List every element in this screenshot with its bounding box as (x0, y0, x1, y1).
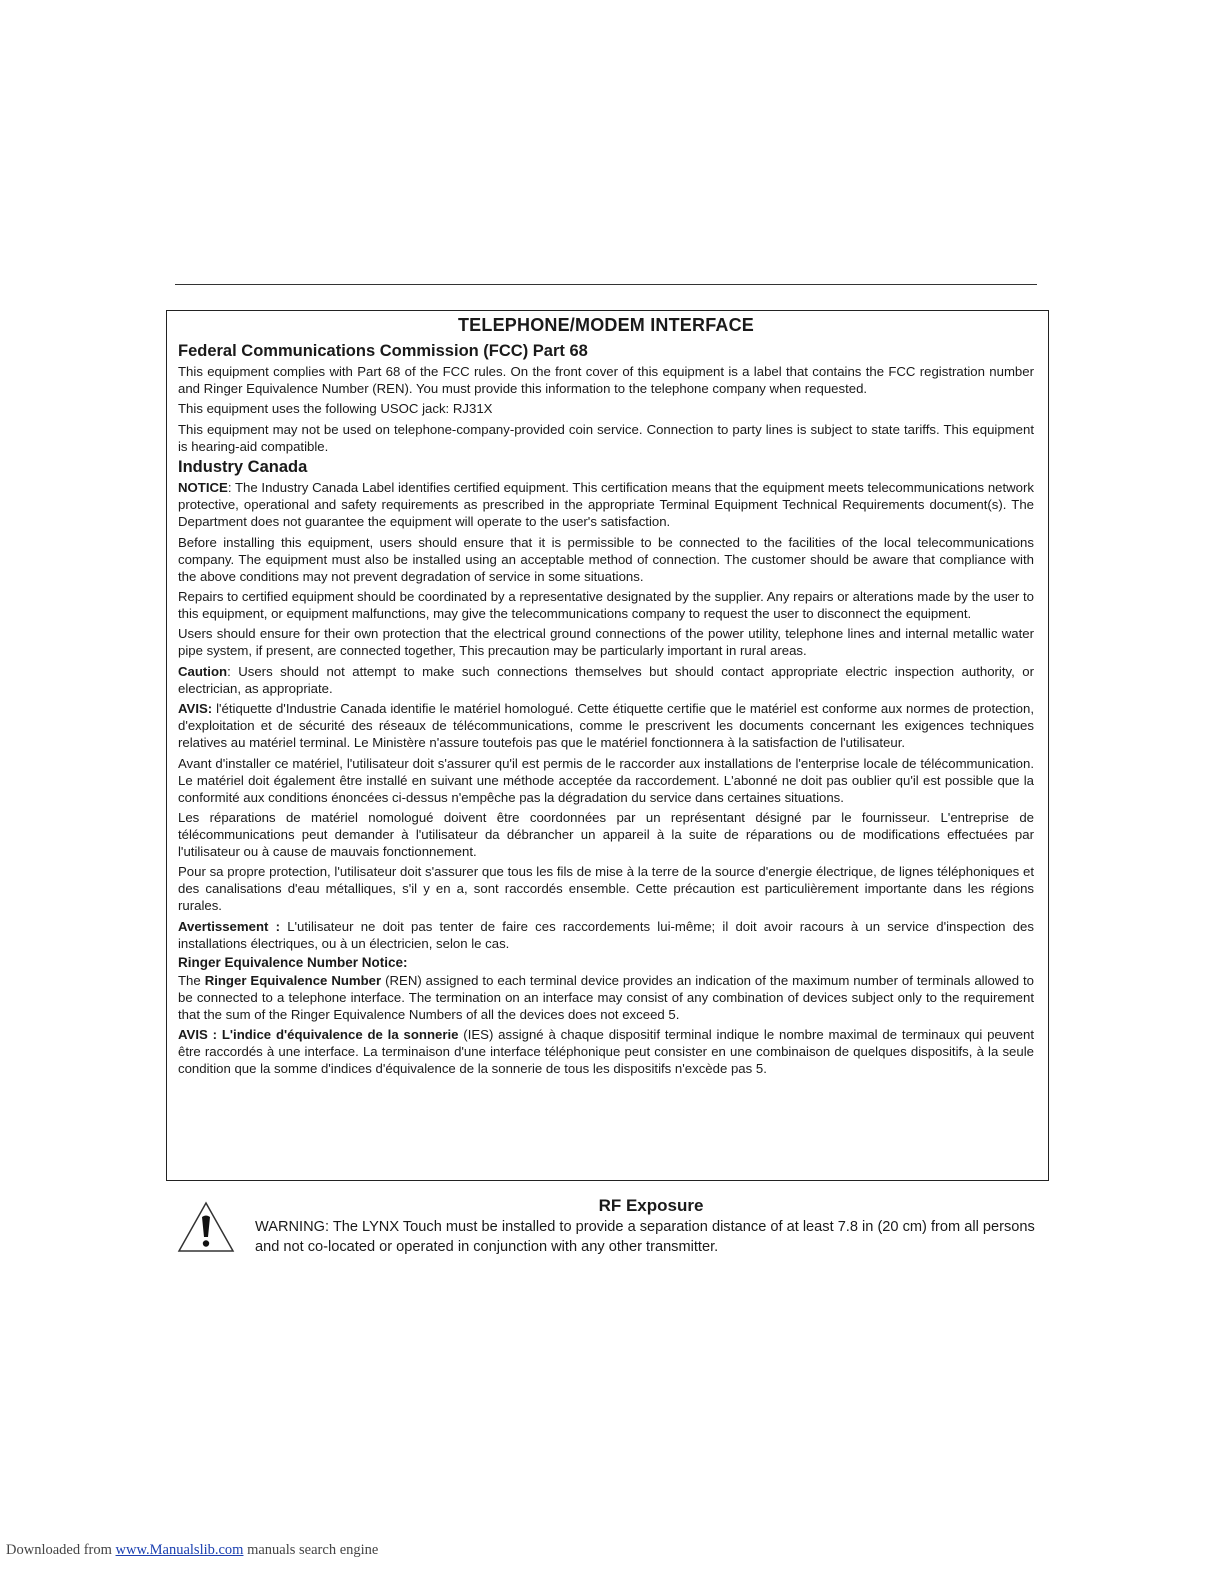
telephone-modem-interface-box (166, 310, 1049, 1181)
top-divider (175, 284, 1037, 285)
ic-notice-paragraph (178, 479, 1034, 530)
caution-text: : Users should not attempt to make such connections themselves but should contact appropriate electric inspection authority, or electrician, as appropriate. (178, 663, 1034, 696)
avis-text: l'étiquette d'Industrie Canada identifie le matériel homologué. Cette étiquette certifie que le matériel est conforme aux normes de protection, d'exploitation et de sécurité des réseaux de télécommunications, comme le prescrivent les documents concernant les exigences techniques relatives au matériel terminal. Le Ministère n'assure toutefois pas que le matériel fonctionnera à la satisfaction de l'utilisateur. (178, 701, 1034, 751)
ren-term: Ringer Equivalence Number (204, 973, 382, 989)
rf-exposure-title: RF Exposure (598, 1196, 704, 1215)
fcc-paragraph-2: This equipment uses the following USOC jack: RJ31X (178, 401, 493, 417)
footer-suffix: manuals search engine (243, 1542, 379, 1558)
rf-exposure-warning-text: WARNING: The LYNX Touch must be installed to provide a separation distance of at least 7.8 in (20 cm) from all persons and not co-located or operated in conjunction with any other transmitter. (255, 1219, 1035, 1255)
ren-paragraph-1 (178, 972, 1034, 1023)
ic-avant-paragraph: Avant d'installer ce matériel, l'utilisateur doit s'assurer qu'il est permis de le raccorder aux installations de l'enterprise locale de télécommunication. Le matériel doit également être installé en suivant une méthode acceptée da raccordement. L'abonné ne doit pas oublier qu'il est possible que la conformité aux conditions énoncées ci-dessus n'empêche pas la dégradation du service dans certaines situations. (178, 755, 1034, 805)
avis-label: AVIS: (178, 701, 213, 717)
footer-prefix: Downloaded from (6, 1542, 116, 1558)
ic-reparations-paragraph: Les réparations de matériel nomologué doivent être coordonnées par un représentant désigné par le fournisseur. L'entreprise de télécommunications peut demander à l'utilisateur da débrancher un appareil à la suite de réparations ou de modifications effectuées par l'utilisateur ou à cause de mauvais fonctionnement. (178, 809, 1034, 859)
notice-label: NOTICE (178, 480, 228, 496)
notice-text: : The Industry Canada Label identifies certified equipment. This certification means that the equipment meets telecommunications network protective, operational and safety requirements as prescribed in the appropriate Terminal Equipment Technical Requirements document(s). The Department does not guarantee the equipment will operate to the user's satisfaction. (178, 480, 1034, 530)
ren-paragraph-2 (178, 1026, 1034, 1077)
ic-repairs-paragraph: Repairs to certified equipment should be coordinated by a representative designated by the supplier. Any repairs or alterations made by the user to this equipment, or equipment malfunctions, may give the telecommunications company to request the user to disconnect the equipment. (178, 588, 1034, 621)
box-title: TELEPHONE/MODEM INTERFACE (457, 315, 754, 335)
ic-before-installing-paragraph: Before installing this equipment, users should ensure that it is permissible to be connected to the facilities of the local telecommunications company. The equipment must also be installed using an acceptable method of connection. The customer should be aware that compliance with the above conditions may not prevent degradation of service in some situations. (178, 534, 1034, 584)
avertissement-text: L'utilisateur ne doit pas tenter de faire ces raccordements lui-même; il doit avoir racours à un service d'inspection des installations électriques, ou à un électricien, selon le cas. (178, 918, 1034, 951)
ic-caution-paragraph (178, 663, 1034, 697)
ic-avertissement-paragraph (178, 918, 1034, 952)
ic-avis-paragraph (178, 700, 1034, 751)
ren-notice-heading: Ringer Equivalence Number Notice: (178, 955, 408, 971)
ren-p2-text: (IES) assigné à chaque dispositif terminal indique le nombre maximal de terminaux qui peuvent être raccordés à une interface. La terminaison d'une interface téléphonique peut consister en une combinaison de quelques dispositifs, à la seule condition que la somme d'indices d'équivalence de la sonnerie de tous les dispositifs n'excède pas 5. (178, 1027, 1035, 1077)
avertissement-label: Avertissement : (178, 918, 280, 934)
ren-p1-pre: The (178, 973, 205, 989)
fcc-paragraph-1: This equipment complies with Part 68 of the FCC rules. On the front cover of this equipment is a label that contains the FCC registration number and Ringer Equivalence Number (REN). You must provide this information to the telephone company when requested. (178, 364, 1034, 396)
manualslib-link[interactable]: www.Manualslib.com (115, 1542, 244, 1558)
download-footer (6, 1542, 378, 1559)
fcc-heading: Federal Communications Commission (FCC) Part 68 (178, 342, 588, 360)
ic-pour-paragraph: Pour sa propre protection, l'utilisateur doit s'assurer que tous les fils de mise à la terre de la source d'energie électrique, de lignes téléphoniques et des canalisations d'eau métalliques, s'il y en a, sont raccordés ensemble. Cette précaution est particulièrement importante dans les régions rurales. (178, 864, 1034, 914)
ren-p1-text: (REN) assigned to each terminal device provides an indication of the maximum number of terminals allowed to be connected to a telephone interface. The termination on an interface may consist of any combination of devices subject only to the requirement that the sum of the Ringer Equivalence Numbers of all the devices does not exceed 5. (178, 973, 1035, 1023)
ies-term: AVIS : L'indice d'équivalence de la sonnerie (178, 1027, 459, 1043)
ic-users-paragraph: Users should ensure for their own protection that the electrical ground connections of the power utility, telephone lines and internal metallic water pipe system, if present, are connected together, This precaution may be particularly important in rural areas. (178, 626, 1034, 659)
rf-exposure-section (175, 1193, 1037, 1263)
caution-label: Caution (178, 663, 228, 679)
fcc-paragraph-3: This equipment may not be used on telephone-company-provided coin service. Connection to party lines is subject to state tariffs. This equipment is hearing-aid compatible. (178, 421, 1034, 454)
industry-canada-heading: Industry Canada (178, 458, 308, 477)
